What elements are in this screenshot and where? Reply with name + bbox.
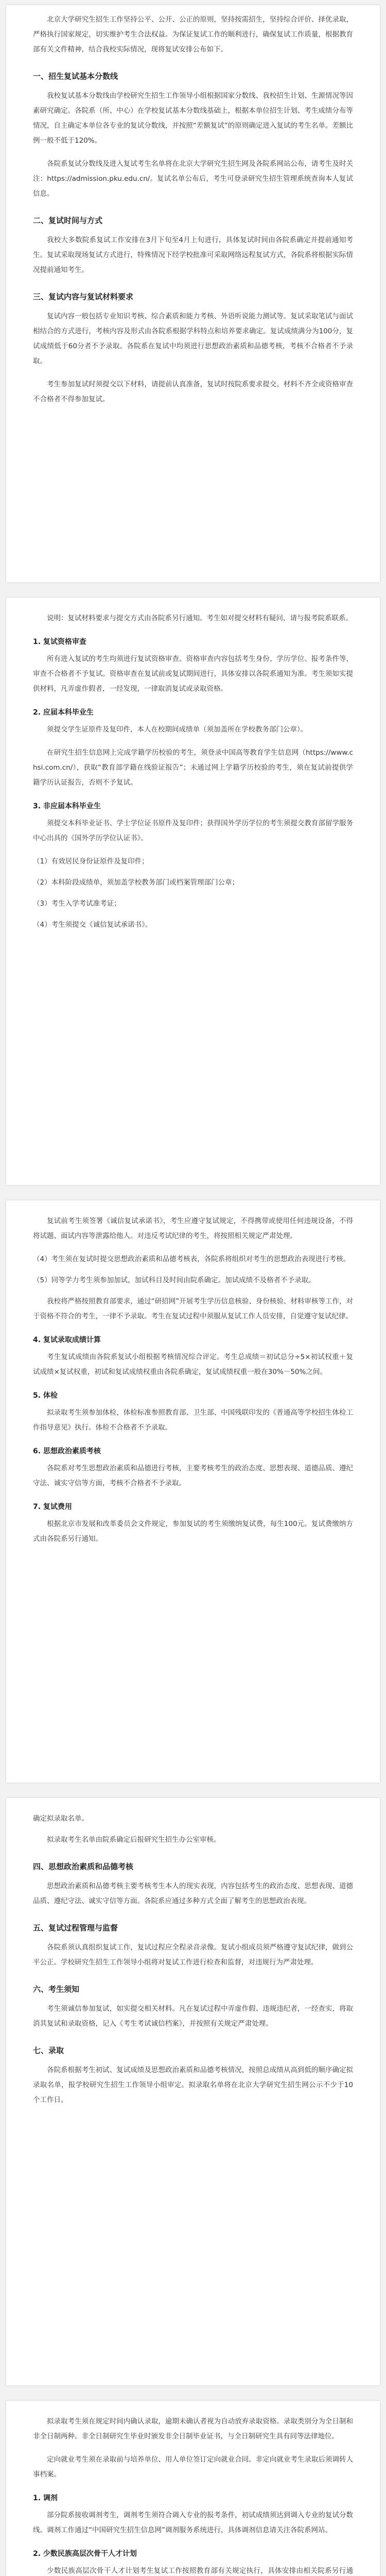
subsection-heading: 7. 复试费用 [33, 1503, 72, 1511]
paragraph: 我校复试基本分数线由学校研究生招生工作领导小组根据国家分数线、我校招生计划、生源情况等因素研究确定。各院系（所、中心）在学校复试基本分数线基础上，根据本单位招生计划、考生成绩分布等情况，自主确定本单位各专业的复试分数线，并按照“差额复试”的原则确定进入复试的考生名单。差额比例一般不低于120%。 [33, 92, 353, 145]
section-heading: 二、复试时间与方式 [33, 216, 103, 225]
paragraph: 考生复试成绩由各院系复试小组根据考核情况综合评定。考生总成绩＝初试总分÷5×初试权重＋复试成绩×复试权重，初试和复试成绩权重由各院系确定，复试成绩权重一般在30%－50%之间。 [33, 1353, 353, 1376]
paragraph: 拟录取考生须参加体检，体检标准参照教育部、卫生部、中国残联印发的《普通高等学校招生体检工作指导意见》执行。体检不合格者不予录取。 [33, 1409, 353, 1432]
paragraph: 各院系复试分数线及进入复试考生名单将在北京大学研究生招生网及各院系网站公布，请考生及时关注：https://admission.pku.edu.cn/。复试名单公布后，考生可登录研究生招生管理系统查询本人复试信息。 [33, 160, 353, 198]
subsection-heading: 1. 调剂 [33, 2494, 58, 2502]
paragraph: 各院系须认真组织复试工作，复试过程应全程录音录像。复试小组成员须严格遵守复试纪律，做到公平公正。学校研究生招生工作领导小组将对复试工作进行检查和监督，对违规行为严肃处理。 [33, 1943, 353, 1967]
intro-paragraph: 北京大学研究生招生工作坚持公平、公开、公正的原则，坚持按需招生，坚持综合评价、择优录取，严格执行国家规定，切实维护考生合法权益。为保证复试工作的顺利进行，确保复试工作质量，根据教育部有关文件精神，结合我校实际情况，现将复试安排公布如下。 [33, 15, 353, 54]
paragraph: 复试内容一般包括专业知识考核、综合素质和能力考核、外语听说能力测试等。复试采取笔试与面试相结合的方式进行，考核内容及形式由各院系根据学科特点和培养要求确定。复试成绩满分为100分，复试成绩低于60分者不予录取。各院系在复试中均须进行思想政治素质和品德考核，考核不合格者不予录取。 [33, 312, 353, 365]
paragraph: 根据北京市发展和改革委员会文件规定，参加复试的考生须缴纳复试费，每生100元。复试费缴纳方式由各院系另行通知。 [33, 1520, 353, 1543]
paragraph: 部分院系接收调剂考生，调剂考生须符合调入专业的报考条件，初试成绩须达到调入专业的复试分数线。调剂工作通过“中国研究生招生信息网”调剂服务系统进行，具体调剂信息请关注各院系网站。 [33, 2511, 353, 2534]
section-heading: 五、复试过程管理与监督 [33, 1923, 118, 1933]
subsection-heading: 4. 复试录取成绩计算 [33, 1336, 101, 1344]
paragraph: 思想政治素质和品德考核主要考核考生本人的现实表现，内容包括考生的政治态度、思想表现、道德品质、遵纪守法、诚实守信等方面。各院系应通过多种方式全面了解考生的思想政治表现。 [33, 1882, 353, 1905]
section-heading: 六、考生须知 [33, 1985, 80, 1994]
subsection-heading: 6. 思想政治素质考核 [33, 1447, 101, 1455]
paragraph: 少数民族高层次骨干人才计划考生复试工作按照教育部有关规定执行，具体安排由相关院系另行通 [47, 2567, 353, 2575]
list-item: （5）同等学力考生须参加加试，加试科目及时间由院系确定。加试成绩不及格者不予录取。 [33, 1276, 315, 1284]
paragraph: 各院系根据考生初试、复试成绩及思想政治素质和品德考核情况，按照总成绩从高到低的顺序确定拟录取名单，报学校研究生招生工作领导小组审定。拟录取名单将在北京大学研究生招生网公示不少于10个工作日。 [33, 2066, 353, 2104]
subsection-heading: 1. 复试资格审查 [33, 638, 86, 646]
document-page-2 [6, 598, 380, 1185]
list-item: （4）考生须在复试时提交思想政治素质和品德考核表，各院系将组织对考生的思想政治表现进行考核。 [33, 1255, 350, 1263]
section-heading: 三、复试内容与复试材料要求 [33, 292, 134, 301]
list-item: （2）本科阶段成绩单，须加盖学校教务部门或档案管理部门公章； [33, 878, 239, 887]
list-item: （4）考生须提交《诚信复试承诺书》。 [33, 921, 152, 929]
paragraph: 说明：复试材料要求与提交方式由各院系另行通知。考生如对提交材料有疑问，请与报考院系联系。 [47, 614, 353, 622]
subsection-heading: 5. 体检 [33, 1392, 58, 1400]
subsection-heading: 2. 应届本科毕业生 [33, 708, 94, 717]
paragraph: 定向就业考生须在录取前与培养单位、用人单位签订定向就业合同。非定向就业考生录取后须调转人事档案。 [33, 2455, 353, 2479]
paragraph: 须提交学生证原件及复印件，本人在校期间成绩单（须加盖所在学校教务部门公章）。 [47, 725, 308, 734]
section-heading: 七、录取 [33, 2046, 64, 2055]
document-page-5 [6, 2401, 380, 2576]
section-heading: 一、招生复试基本分数线 [33, 72, 118, 81]
paragraph: 考生须诚信参加复试，如实提交相关材料。凡在复试过程中弄虚作假、违规违纪者，一经查实，将取消其复试和录取资格，记入《考生考试诚信档案》，并按照有关规定严肃处理。 [33, 2005, 353, 2028]
list-item: （1）有效居民身份证原件及复印件； [33, 857, 149, 866]
document-page-1 [6, 5, 380, 582]
paragraph: 确定拟录取名单。 [33, 1815, 89, 1823]
paragraph: 我校将严格按照教育部要求，通过“研招网”开展考生学历信息核验、身份核验、材料审核等工作，对于资格不符合的考生，一律不予录取。考生在复试过程中须服从复试工作人员安排，自觉遵守复试纪律。 [33, 1297, 353, 1320]
paragraph: 在研究生招生信息网上完成学籍学历校验的考生，须登录中国高等教育学生信息网（https://www.chsi.com.cn/），获取“教育部学籍在线验证报告”；未通过网上学籍学历校验的考生，须在复试前提供学籍学历认证报告，否则不予复试。 [33, 749, 353, 787]
document-page-3 [6, 1200, 380, 1783]
paragraph: 我校大多数院系复试工作安排在3月下旬至4月上旬进行，具体复试时间由各院系确定并提前通知考生。复试采取现场复试方式进行，特殊情况下经学校批准可采取网络远程复试方式，各院系将根据实际情况提前通知考生。 [33, 236, 353, 274]
paragraph: 须提交本科毕业证书、学士学位证书原件及复印件；获得国外学历学位的考生须提交教育部留学服务中心出具的《国外学历学位认证书》。 [33, 819, 353, 842]
section-heading: 四、思想政治素质和品德考核 [33, 1862, 134, 1871]
document-page-4 [6, 1798, 380, 2385]
subsection-heading: 2. 少数民族高层次骨干人才计划 [33, 2550, 137, 2558]
subsection-heading: 3. 非应届本科毕业生 [33, 802, 101, 810]
paragraph: 考生参加复试时须提交以下材料，请提前认真准备，复试时按院系要求提交。材料不齐全或资格审查不合格者不得参加复试。 [33, 380, 353, 403]
paragraph: 拟录取考生须在规定时间内确认录取，逾期未确认者视为自动放弃录取资格。录取类别分为全日制和非全日制两种。非全日制研究生毕业时颁发非全日制毕业证书，与全日制研究生具有同等法律地位。 [33, 2417, 353, 2441]
paragraph: 复试前考生须签署《诚信复试承诺书》，考生应遵守复试规定，不得携带或使用任何违规设备，不得将试题、面试内容等泄露给他人。对违反考试纪律的考生，将按照相关规定严肃处理。 [33, 1217, 353, 1240]
paragraph: 所有进入复试的考生均须进行复试资格审查。资格审查内容包括考生身份、学历学位、报考条件等，审查不合格者不予复试。资格审查在复试前或复试期间进行，具体安排以各院系通知为准。考生须如实提供材料，凡弄虚作假者，一经发现，一律取消复试或录取资格。 [33, 655, 353, 693]
paragraph: 拟录取考生名单由院系确定后报研究生招生办公室审核。 [47, 1836, 221, 1844]
paragraph: 各院系对考生思想政治素质和品德进行考核，主要考核考生的政治态度、思想表现、道德品质、遵纪守法、诚实守信等方面，考核不合格者不予录取。 [33, 1464, 353, 1487]
list-item: （3）考生入学考试准考证； [33, 900, 121, 908]
